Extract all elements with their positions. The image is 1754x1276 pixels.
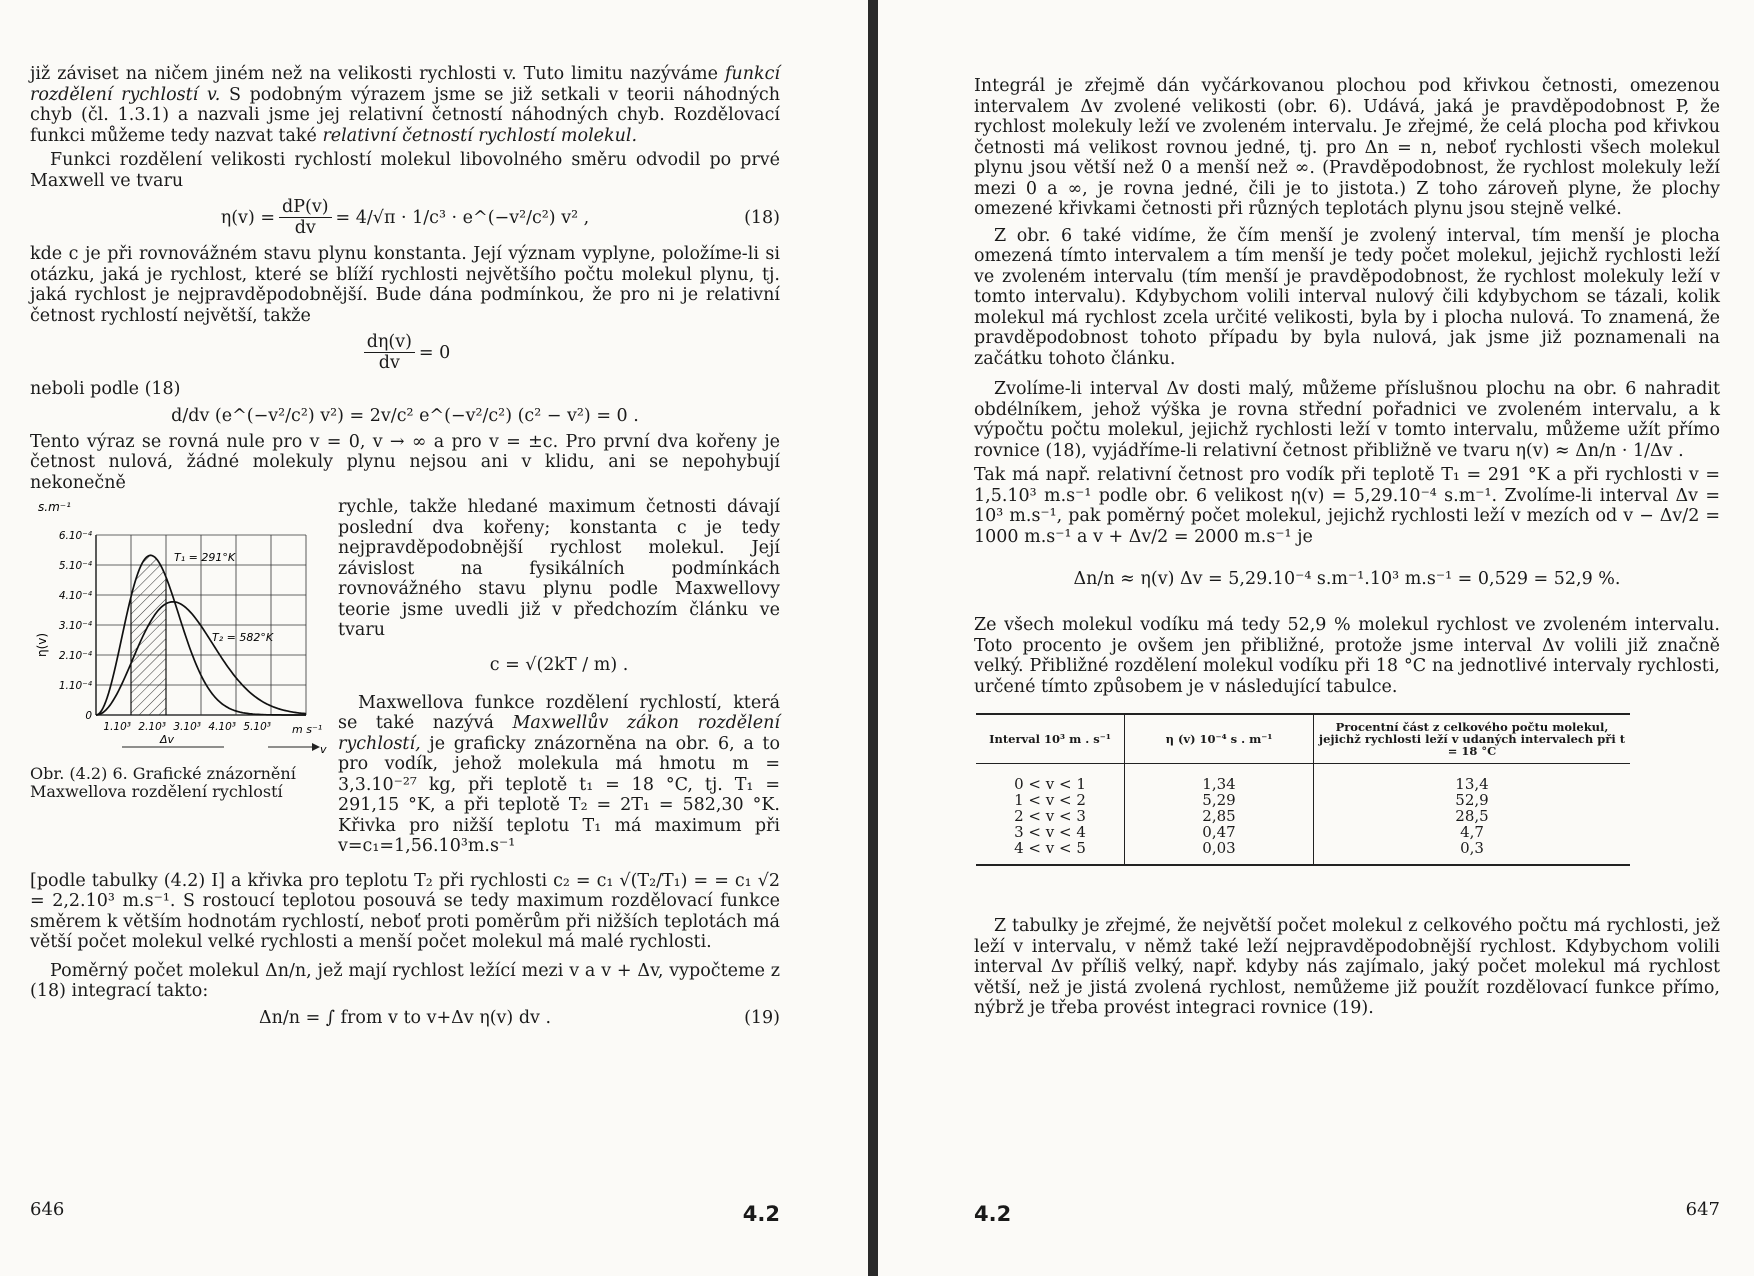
y-tick-label: 5.10⁻⁴ (58, 560, 92, 572)
table-cell: 0,03 (1125, 840, 1314, 865)
book-gutter (868, 0, 878, 1276)
table-cell: 52,9 (1314, 792, 1631, 808)
paragraph: rychle, takže hledané maximum četnosti dávají poslední dva kořeny; konstanta c je tedy nejpravděpodobnější rychlost molekul. Její závislost na fysikálních podmínkách rovnovážného stavu plynu podle Maxwellovy teorie jsme uvedli již v předchozím článku ve tvaru (338, 497, 780, 640)
maxwell-distribution-chart (30, 497, 330, 759)
y-tick-label: 2.10⁻⁴ (58, 650, 92, 662)
paragraph: Poměrný počet molekul Δn/n, jež mají rychlost ležící mezi v a v + Δv, vypočteme z (18) integrací takto: (30, 960, 780, 1001)
paragraph: [podle tabulky (4.2) I] a křivka pro teplotu T₂ při rychlosti c₂ = c₁ √(T₂/T₁) = = c₁ √2 = 2,2.10³ m.s⁻¹. S rostoucí teplotou posouvá se tedy maximum rozdělovací funkce směrem k větším hodnotám rychlostí, neboť proti poměrům při nižších teplotách má větší počet molekul velké rychlosti a menší počet molekul má malé rychlosti. (30, 870, 780, 952)
figure-column (30, 497, 330, 861)
table-cell: 1,34 (1125, 764, 1314, 793)
y-axis-label: η(v) (35, 632, 49, 657)
distribution-table (976, 713, 1630, 866)
y-tick-label: 6.10⁻⁴ (58, 530, 92, 542)
table-row (976, 792, 1630, 808)
table-cell: 28,5 (1314, 808, 1631, 824)
y-tick-labels (59, 530, 93, 722)
table-body (976, 764, 1630, 866)
table-cell: 2 < v < 3 (1014, 807, 1086, 825)
equation-number: (18) (744, 207, 780, 228)
table-row (976, 808, 1630, 824)
y-tick-label: 4.10⁻⁴ (58, 590, 92, 602)
paragraph: Zvolíme-li interval Δv dosti malý, můžeme příslušnou plochu na obr. 6 nahradit obdélníkem, jehož výška je rovna střední pořadnici ve zvoleném intervalu, a k výpočtu počtu molekul, jejichž rychlosti leží v tomto intervalu, můžeme užít přímo rovnice (18), vyjádříme-li relativní četnost přibližně ve tvaru η(v) ≈ Δn/n · 1/Δv . (974, 379, 1720, 461)
paragraph: Z tabulky je zřejmé, že největší počet molekul z celkového počtu má rychlosti, jež leží v intervalu, v němž také leží nejpravděpodobnější rychlost. Kdybychom volili interval Δv příliš velký, např. kdyby nás zajímalo, jaký počet molekul má rychlost větší, než je jistá zvolená rychlost, nemůžeme již použít rozdělovací funkce přímo, nýbrž je třeba provést integraci rovnice (19). (974, 916, 1720, 1018)
table-header-cell: Interval 10³ m . s⁻¹ (976, 714, 1125, 764)
figure-wrap (30, 497, 780, 861)
section-number: 4.2 (974, 1202, 1012, 1226)
equation-19: Δn/n = ∫ from v to v+Δv η(v) dv . (19) (258, 1007, 780, 1028)
y-unit-label: s.m⁻¹ (38, 500, 71, 514)
paragraph: Tento výraz se rovná nule pro v = 0, v → ∞ a pro v = ±c. Pro první dva kořeny je četnost nulová, žádné molekuly plynu nejsou ani v klidu, ani se nepohybují nekonečně (30, 431, 780, 493)
table-cell: 0,47 (1125, 824, 1314, 840)
equation-fraction-estimate: Δn/n ≈ η(v) Δv = 5,29.10⁻⁴ s.m⁻¹.10³ m.s⁻¹ = 0,529 = 52,9 %. (1073, 569, 1621, 589)
page-number: 646 (30, 1199, 65, 1220)
table-cell: 1 < v < 2 (1014, 791, 1086, 809)
section-number: 4.2 (742, 1202, 780, 1226)
curve-label-t2: T₂ = 582°K (212, 631, 274, 644)
table-row (976, 840, 1630, 865)
table-cell: 4,7 (1314, 824, 1631, 840)
paragraph: neboli podle (18) (30, 379, 181, 399)
table-cell: 5,29 (1125, 792, 1314, 808)
y-tick-label: 0 (85, 710, 92, 722)
paragraph: Maxwellova funkce rozdělení rychlostí, která se také nazývá Maxwellův zákon rozdělení rychlostí, je graficky znázorněna na obr. 6, a to pro vodík, jehož molekula má hmotu m = 3,3.10⁻²⁷ kg, při teplotě t₁ = 18 °C, tj. T₁ = 291,15 °K, a při teplotě T₂ = 2T₁ = 582,30 °K. Křivka pro nižší teplotu T₁ má maximum při v=c₁=1,56.10³m.s⁻¹ (338, 692, 780, 856)
paragraph: již záviset na ničem jiném než na velikosti rychlosti v. Tuto limitu nazýváme funkcí rozdělení rychlostí v. S podobným výrazem jsme se již setkali v teorii náhodných chyb (čl. 1.3.1) a nazvali jsme jej relativní četností náhodných chyb. Rozdělovací funkci můžeme tedy nazvat také relativní četností rychlostí molekul. (30, 64, 780, 146)
paragraph: Funkci rozdělení velikosti rychlostí molekul libovolného směru odvodil po prvé Maxwell ve tvaru (30, 150, 780, 191)
table-header-cell: η (v) 10⁻⁴ s . m⁻¹ (1125, 714, 1314, 764)
table-header-row (976, 714, 1630, 764)
x-tick-label: 4.10³ (208, 721, 236, 733)
table-row (976, 824, 1630, 840)
table-cell: 4 < v < 5 (976, 840, 1125, 865)
figure-side-text (338, 497, 780, 861)
equation-18: η(v) = $\frac{dP(v)}{dv}$ = 4/√π · 1/c³ · e^(−v²/c²) v² , (18) (220, 197, 780, 238)
table-cell: 0 < v < 1 (1014, 775, 1086, 793)
table-cell: 0,3 (1314, 840, 1631, 865)
table-cell: 2,85 (1125, 808, 1314, 824)
equation-derivative: $\frac{d\eta(v)}{dv}$ = 0 (30, 332, 780, 373)
y-tick-label: 1.10⁻⁴ (58, 680, 92, 692)
table-row (976, 764, 1630, 793)
x-unit-label: m s⁻¹ (292, 723, 323, 736)
paragraph: Z obr. 6 také vidíme, že čím menší je zvolený interval, tím menší je plocha omezená tímto intervalem a tím menší je tedy počet molekul, jejichž rychlosti leží ve zvoleném intervalu (tím menší je pravděpodobnost, že rychlost molekuly leží v tomto intervalu). Kdybychom volili interval nulový čili kdybychom se tázali, kolik molekul má rychlost zcela určité velikosti, byla by i plocha nulová. To znamená, že pravděpodobnost tohoto případu by byla nulová, jak jsme již poznamenali na začátku tohoto článku. (974, 225, 1720, 369)
y-tick-label: 3.10⁻⁴ (58, 620, 92, 632)
equation-derivative-expanded: d/dv (e^(−v²/c²) v²) = 2v/c² e^(−v²/c²) (c² − v²) = 0 . (171, 405, 639, 426)
paragraph: kde c je při rovnovážném stavu plynu konstanta. Její význam vyplyne, položíme-li si otázku, jaká je rychlost, které se blíží rychlosti největšího počtu molekul plynu, tj. jaká rychlost je nejpravděpodobnější. Bude dána podmínkou, že pro ni je relativní četnost rychlostí největší, takže (30, 244, 780, 326)
equation-c: c = √(2kT / m) . (489, 654, 629, 675)
figure-caption: Obr. (4.2) 6. Grafické znázornění Maxwellova rozdělení rychlostí (30, 764, 296, 801)
x-tick-label: 5.10³ (243, 721, 271, 733)
page-number: 647 (1685, 1199, 1720, 1220)
table-cell: 13,4 (1314, 764, 1631, 793)
v-axis-arrow-head (312, 743, 320, 751)
paragraph: Integrál je zřejmě dán vyčárkovanou plochou pod křivkou četnosti, omezenou intervalem Δv zvolené velikosti (obr. 6). Udává, jaká je pravděpodobnost P, že rychlost molekuly leží ve zvoleném intervalu. Je zřejmé, že celá plocha pod křivkou četnosti má velikost rovnou jedné, tj. pro Δn = n, neboť rychlosti všech molekul plynu jsou větší než 0 a menší než ∞. (Pravděpodobnost, že rychlost molekuly leží mezi 0 a ∞, je rovna jedné, čili je to jistota.) Z toho zároveň plyne, že plochy omezené křivkami četnosti při různých teplotách plynu jsou stejně velké. (974, 76, 1720, 219)
interval-label: Δv (160, 733, 175, 746)
left-page (0, 0, 868, 1276)
paragraph: Tak má např. relativní četnost pro vodík při teplotě T₁ = 291 °K a při rychlosti v = 1,5.10³ m.s⁻¹ podle obr. 6 velikost η(v) = 5,29.10⁻⁴ s.m⁻¹. Zvolíme-li interval Δv = 10³ m.s⁻¹, pak poměrný počet molekul, jejichž rychlosti leží v mezích od v − Δv/2 = 1000 m.s⁻¹ a v + Δv/2 = 2000 m.s⁻¹ je (974, 465, 1720, 547)
curve-label-t1: T₁ = 291°K (174, 551, 236, 564)
x-tick-labels (103, 721, 271, 733)
paragraph: Ze všech molekul vodíku má tedy 52,9 % molekul rychlost ve zvoleném intervalu. Toto procento je ovšem jen přibližné, protože jsme interval Δv volili již značně velký. Přibližné rozdělení molekul vodíku při 18 °C na jednotlivé intervaly rychlosti, určené tímto způsobem je v následující tabulce. (974, 615, 1720, 697)
table-cell: 3 < v < 4 (1014, 823, 1086, 841)
x-tick-label: 3.10³ (173, 721, 201, 733)
x-tick-label: 1.10³ (103, 721, 131, 733)
x-tick-label: 2.10³ (138, 721, 166, 733)
table-header-cell: Procentní část z celkového počtu molekul, jejichž rychlosti leží v udaných intervalech při t = 18 °C (1314, 714, 1631, 764)
equation-number: (19) (744, 1007, 780, 1028)
x-axis-label: v (320, 743, 327, 756)
right-page (878, 0, 1754, 1276)
